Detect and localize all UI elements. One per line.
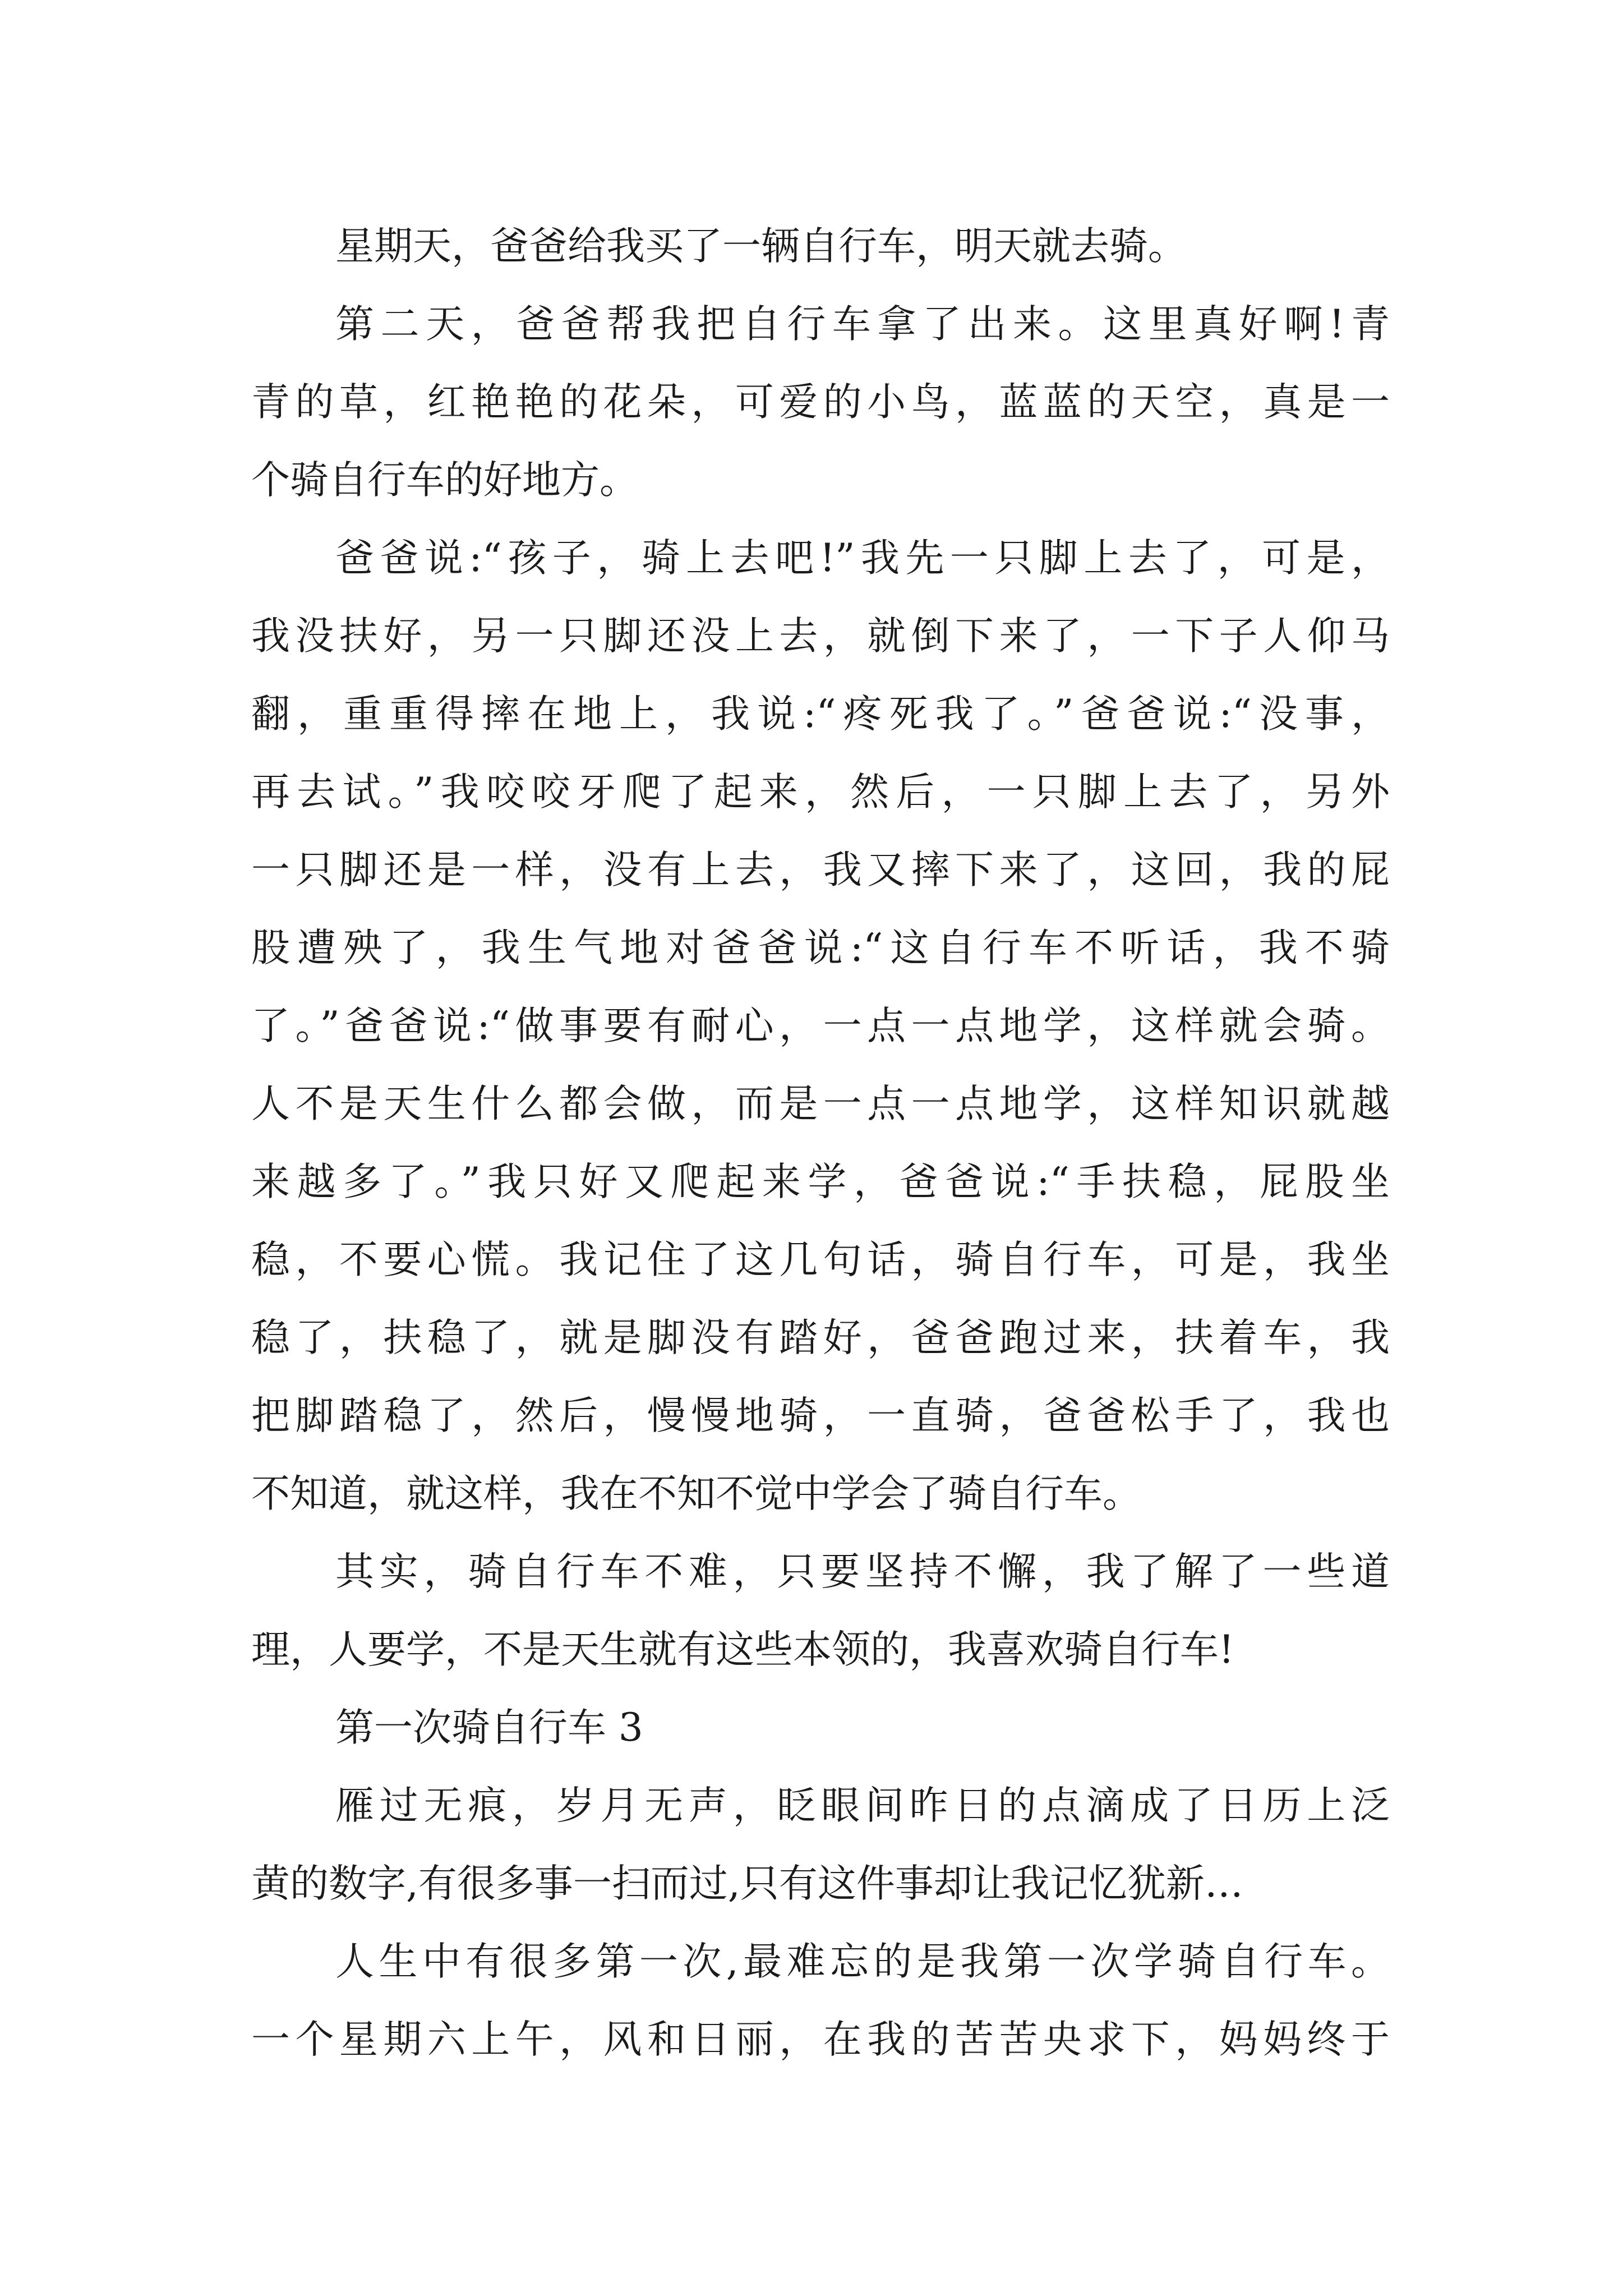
text-line: 翻，重重得摔在地上，我说:“疼死我了。”爸爸说:“没事， — [251, 692, 1390, 737]
text-line: 爸爸说:“孩子，骑上去吧!”我先一只脚上去了，可是， — [335, 536, 1390, 581]
text-line: 理，人要学，不是天生就有这些本领的，我喜欢骑自行车! — [251, 1627, 1234, 1672]
text-line: 人生中有很多第一次,最难忘的是我第一次学骑自行车。 — [335, 1939, 1390, 1984]
document-body — [251, 208, 1390, 2079]
text-line: 个骑自行车的好地方。 — [251, 458, 638, 503]
text-line: 其实，骑自行车不难，只要坚持不懈，我了解了一些道 — [335, 1549, 1390, 1594]
text-line: 青的草，红艳艳的花朵，可爱的小鸟，蓝蓝的天空，真是一 — [251, 380, 1390, 425]
section-heading: 第一次骑自行车 3 — [335, 1705, 643, 1750]
text-line: 把脚踏稳了，然后，慢慢地骑，一直骑，爸爸松手了，我也 — [251, 1393, 1390, 1438]
text-line: 第二天，爸爸帮我把自行车拿了出来。这里真好啊!青 — [335, 302, 1390, 347]
text-line: 不知道，就这样，我在不知不觉中学会了骑自行车。 — [251, 1471, 1141, 1516]
text-line: 星期天，爸爸给我买了一辆自行车，明天就去骑。 — [335, 224, 1187, 269]
text-line: 人不是天生什么都会做，而是一点一点地学，这样知识就越 — [251, 1082, 1390, 1126]
text-line: 一只脚还是一样，没有上去，我又摔下来了，这回，我的屁 — [251, 848, 1390, 892]
text-line: 了。”爸爸说:“做事要有耐心，一点一点地学，这样就会骑。 — [251, 1004, 1390, 1048]
text-line: 黄的数字,有很多事一扫而过,只有这件事却让我记忆犹新… — [251, 1861, 1243, 1906]
text-line: 稳了，扶稳了，就是脚没有踏好，爸爸跑过来，扶着车，我 — [251, 1315, 1390, 1360]
text-line: 雁过无痕，岁月无声，眨眼间昨日的点滴成了日历上泛 — [335, 1783, 1390, 1828]
text-line: 股遭殃了，我生气地对爸爸说:“这自行车不听话，我不骑 — [251, 926, 1390, 970]
text-line: 一个星期六上午，风和日丽，在我的苦苦央求下，妈妈终于 — [251, 2017, 1390, 2062]
text-line: 来越多了。”我只好又爬起来学，爸爸说:“手扶稳，屁股坐 — [251, 1159, 1390, 1204]
text-line: 再去试。”我咬咬牙爬了起来，然后，一只脚上去了，另外 — [251, 770, 1390, 815]
text-line: 我没扶好，另一只脚还没上去，就倒下来了，一下子人仰马 — [251, 614, 1390, 659]
text-line: 稳，不要心慌。我记住了这几句话，骑自行车，可是，我坐 — [251, 1237, 1390, 1282]
